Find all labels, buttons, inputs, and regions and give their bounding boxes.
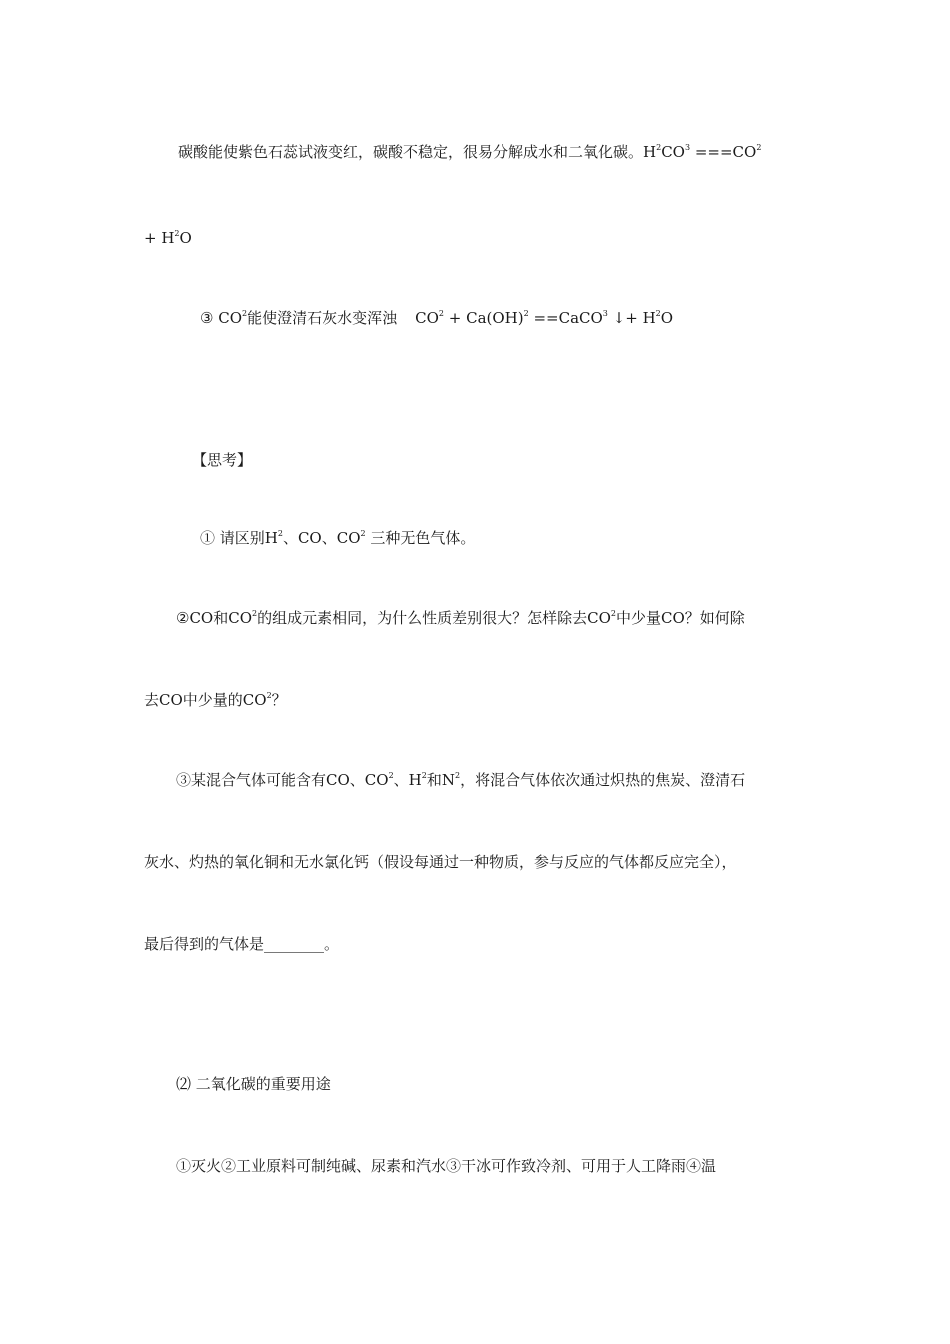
limewater-reaction-line: ③ $CO^2$能使澄清石灰水变浑浊 $CO^2 + Ca(OH)^2$ ==CaCO$^3$ ↓+ $H^2O$ xyxy=(200,309,674,327)
question-3-line-3: 最后得到的气体是________。 xyxy=(144,935,340,953)
question-1: ① 请区别$H^2$、CO、$CO^2$ 三种无色气体。 xyxy=(200,529,476,547)
carbonic-acid-paragraph: 碳酸能使紫色石蕊试液变红，碳酸不稳定，很易分解成水和二氧化碳。$H^2CO^3 ===CO^2$ xyxy=(178,143,762,161)
question-3-line-2: 灰水、灼热的氧化铜和无水氯化钙（假设每通过一种物质，参与反应的气体都反应完全）， xyxy=(144,853,737,871)
question-2-line-2: 去CO中少量的$CO^2$？ xyxy=(144,691,287,709)
question-2-line-1: ②CO和$CO^2$的组成元素相同，为什么性质差别很大？怎样除去$CO^2$中少量CO？如何除 xyxy=(176,609,745,627)
paragraph-text: 碳酸能使紫色石蕊试液变红，碳酸不稳定，很易分解成水和二氧化碳。H xyxy=(178,143,657,161)
think-heading: 【思考】 xyxy=(192,451,253,469)
section-2-title: ⑵ 二氧化碳的重要用途 xyxy=(176,1075,331,1093)
uses-line: ①灭火②工业原料可制纯碱、尿素和汽水③干冰可作致冷剂、可用于人工降雨④温 xyxy=(176,1157,717,1175)
question-3-line-1: ③某混合气体可能含有CO、$CO^2$、$H^2$和$N^2$，将混合气体依次通过炽热的焦炭、澄清石 xyxy=(176,771,746,789)
carbonic-acid-equation-continuation: + $H^2O$ xyxy=(144,229,192,247)
